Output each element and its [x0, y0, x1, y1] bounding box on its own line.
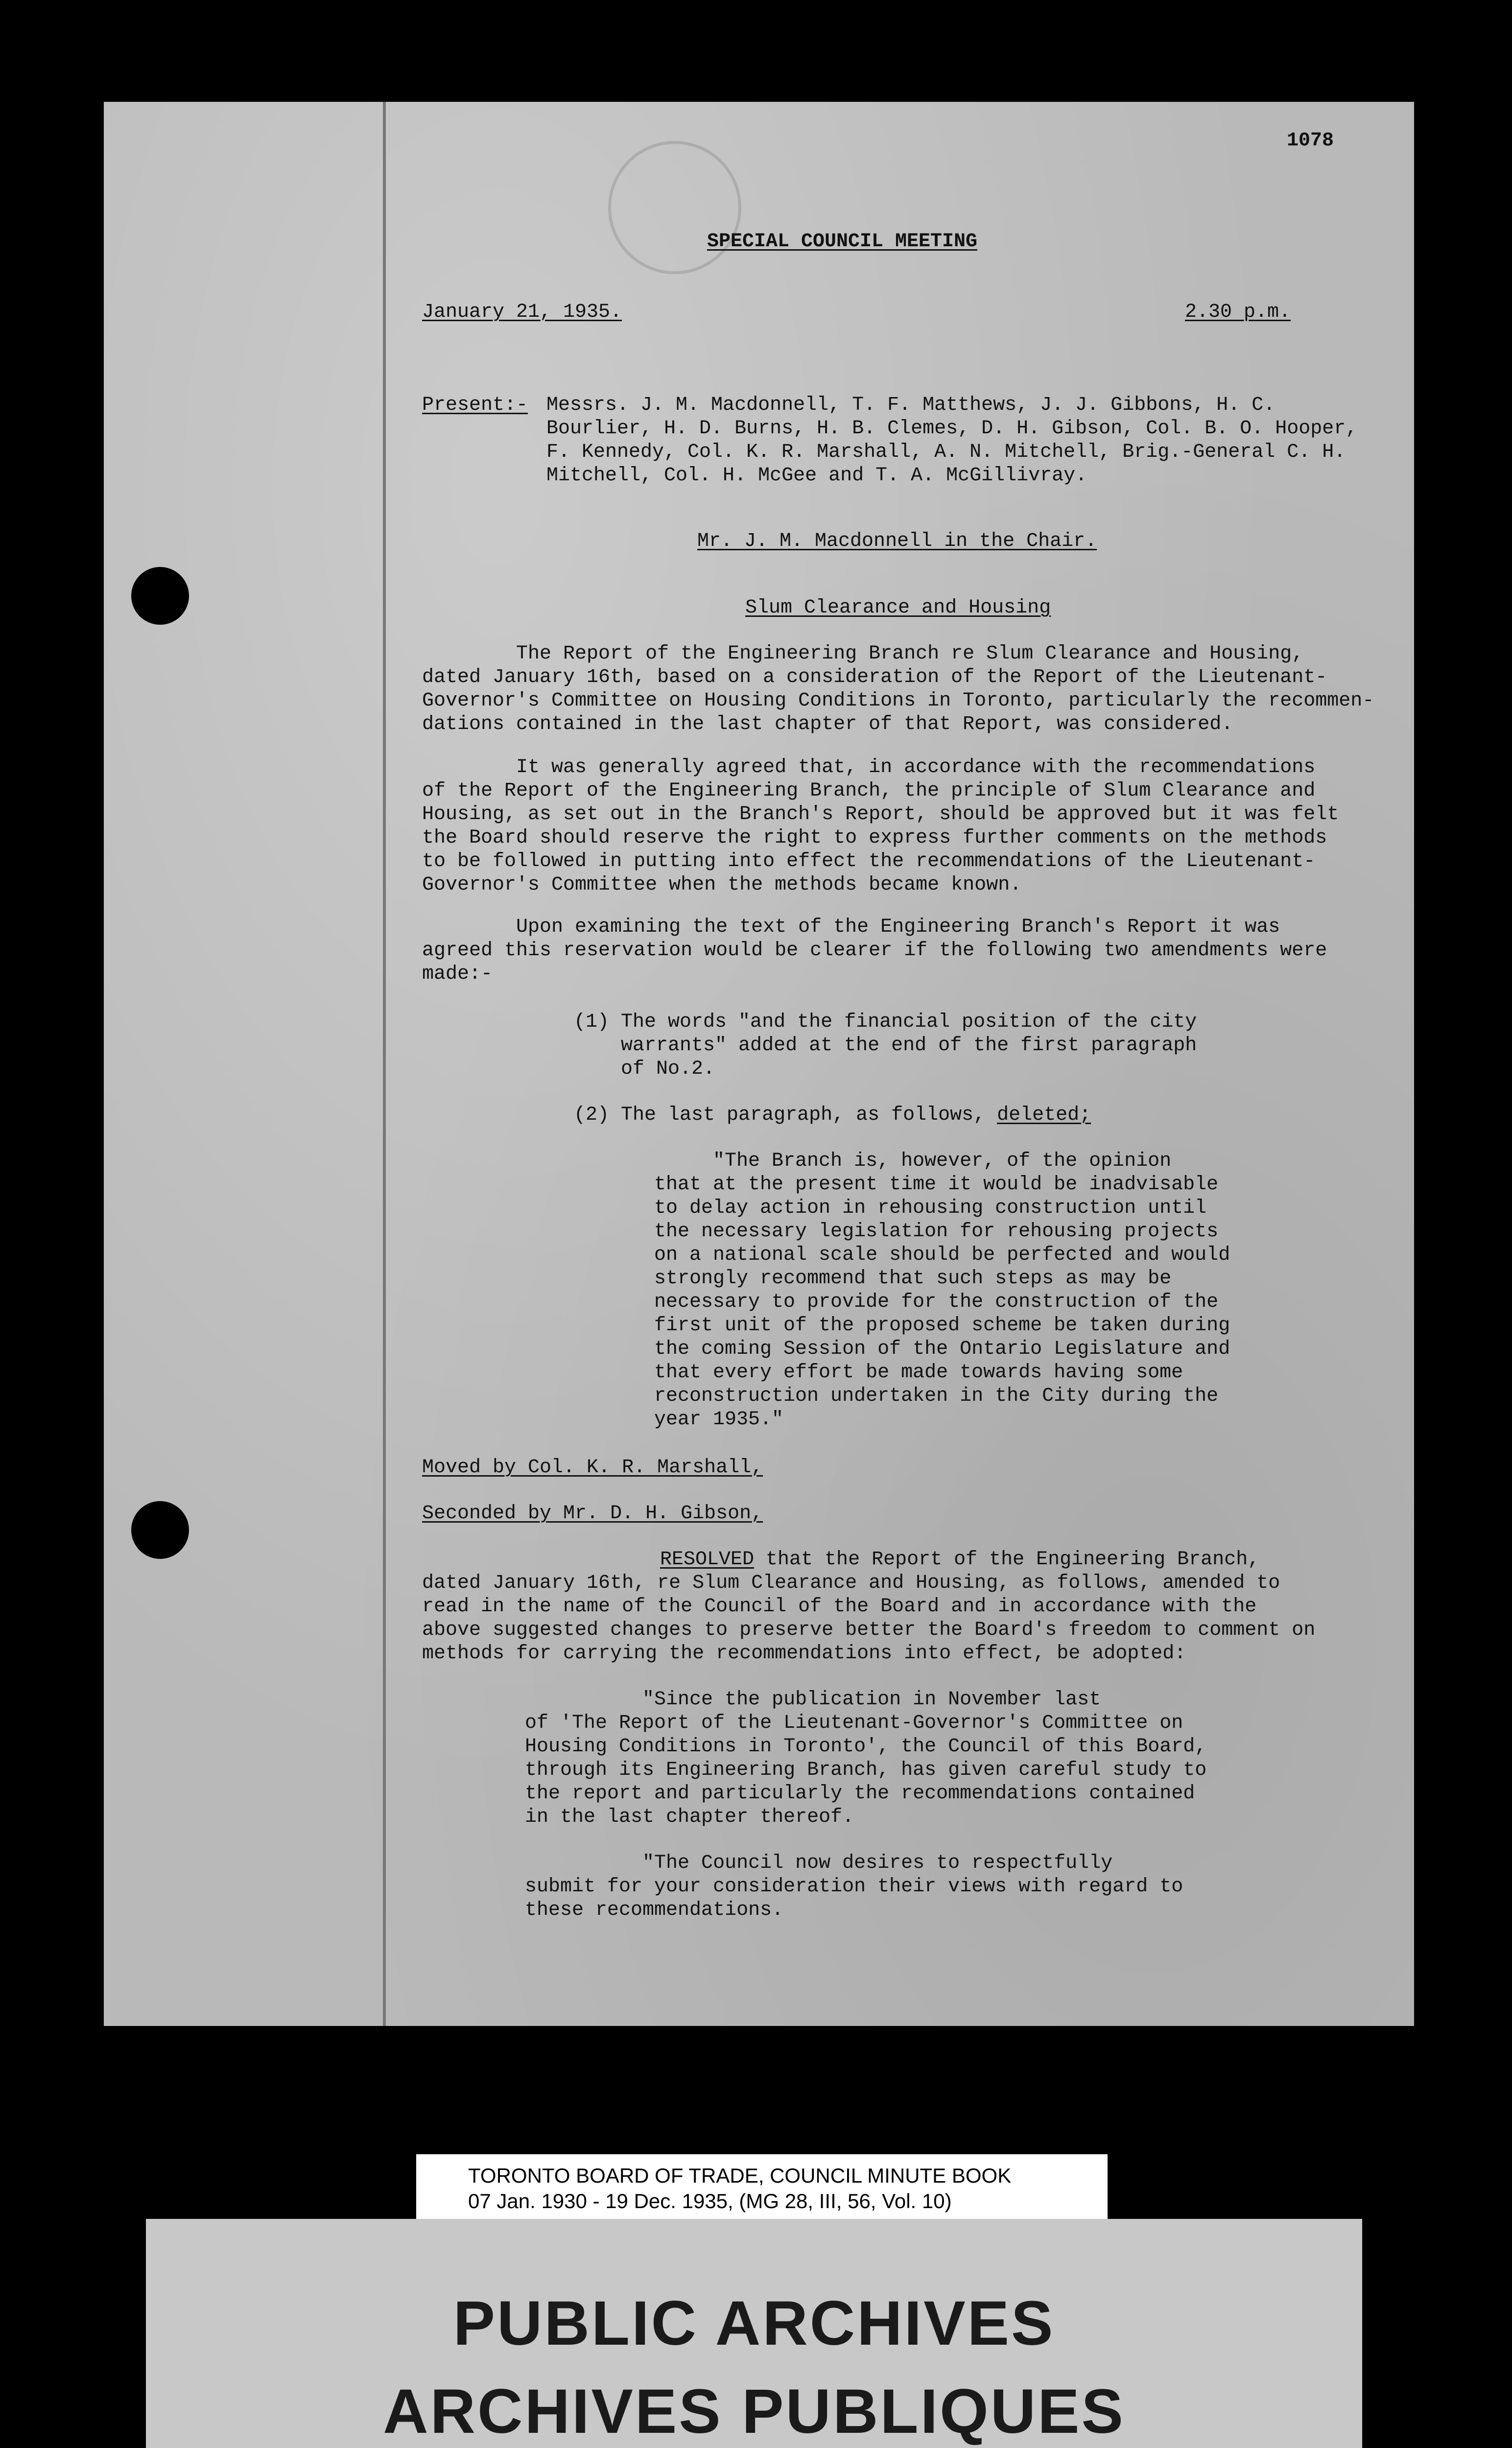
moved-by: Moved by Col. K. R. Marshall,	[422, 1457, 763, 1479]
text-line: reconstruction undertaken in the City during the	[654, 1385, 1219, 1407]
text-line: strongly recommend that such steps as may be	[654, 1268, 1172, 1290]
text-line: of 'The Report of the Lieutenant-Governor's Committee on	[525, 1712, 1183, 1734]
text-line: Governor's Committee on Housing Conditions in Toronto, particularly the recommen-	[422, 690, 1374, 712]
banner-line: PUBLIC ARCHIVES	[453, 2288, 1055, 2358]
text-line: The Report of the Engineering Branch re Slum Clearance and Housing,	[422, 643, 1304, 665]
attendees-line: Messrs. J. M. Macdonnell, T. F. Matthews, J. J. Gibbons, H. C.	[546, 394, 1276, 416]
chair-line: Mr. J. M. Macdonnell in the Chair.	[697, 530, 1097, 552]
text-line: read in the name of the Council of the Board and in accordance with the	[422, 1596, 1257, 1618]
attendees-line: Bourlier, H. D. Burns, H. B. Clemes, D. H. Gibson, Col. B. O. Hooper,	[546, 418, 1358, 440]
text-line: first unit of the proposed scheme be taken during	[654, 1315, 1230, 1337]
text-line: of No.2.	[574, 1058, 715, 1080]
faded-stamp	[608, 141, 741, 274]
text-line: to be followed in putting into effect the recommendations of the Lieutenant-	[422, 850, 1316, 872]
archive-label-line: 07 Jan. 1930 - 19 Dec. 1935, (MG 28, III, 56, Vol. 10)	[468, 2189, 952, 2213]
text-line: "Since the publication in November last	[525, 1689, 1101, 1711]
text-line: necessary to provide for the construction of the	[654, 1291, 1219, 1313]
resolved-word: RESOLVED	[660, 1549, 755, 1571]
page-number: 1078	[1287, 130, 1334, 152]
document-page	[104, 102, 1414, 2026]
text-line: year 1935."	[654, 1409, 784, 1431]
resolution-text: that the Report of the Engineering Branch,	[754, 1549, 1260, 1571]
text-line: "The Branch is, however, of the opinion	[654, 1150, 1172, 1172]
present-label: Present:-	[422, 394, 528, 416]
meeting-heading: SPECIAL COUNCIL MEETING	[707, 231, 978, 253]
text-line: the report and particularly the recommendations contained	[525, 1783, 1195, 1805]
attendees-line: F. Kennedy, Col. K. R. Marshall, A. N. Mitchell, Brig.-General C. H.	[546, 441, 1346, 463]
deleted-word: deleted;	[997, 1104, 1091, 1126]
seconded-by: Seconded by Mr. D. H. Gibson,	[422, 1503, 763, 1525]
text-line: the coming Session of the Ontario Legislature and	[654, 1338, 1230, 1360]
margin-rule	[383, 102, 386, 2026]
amendment-2	[574, 1104, 1091, 1127]
text-line: in the last chapter thereof.	[525, 1806, 854, 1828]
text-line: dated January 16th, based on a consideration of the Report of the Lieutenant-	[422, 666, 1327, 688]
text-line: Governor's Committee when the methods became known.	[422, 874, 1022, 896]
meeting-time: 2.30 p.m.	[1185, 301, 1291, 323]
text-line: dations contained in the last chapter of that Report, was considered.	[422, 713, 1233, 735]
text-line: agreed this reservation would be clearer if the following two amendments were	[422, 940, 1327, 962]
text-line: above suggested changes to preserve better the Board's freedom to comment on	[422, 1619, 1316, 1641]
text-line: on a national scale should be perfected and would	[654, 1244, 1230, 1266]
text-line: warrants" added at the end of the first paragraph	[574, 1035, 1197, 1057]
archive-label-line: TORONTO BOARD OF TRADE, COUNCIL MINUTE BOOK	[468, 2164, 1012, 2187]
text-line: that every effort be made towards having some	[654, 1362, 1183, 1384]
attendees-line: Mitchell, Col. H. McGee and T. A. McGillivray.	[546, 465, 1087, 487]
text-line: that at the present time it would be inadvisable	[654, 1174, 1219, 1196]
text-line: Housing Conditions in Toronto', the Council of this Board,	[525, 1736, 1207, 1758]
subject-heading: Slum Clearance and Housing	[745, 597, 1051, 619]
text-line: these recommendations.	[525, 1899, 784, 1921]
text-line	[660, 1548, 1259, 1572]
text-line: the Board should reserve the right to express further comments on the methods	[422, 827, 1327, 849]
archives-banner	[146, 2219, 1362, 2448]
text-line: submit for your consideration their views with regard to	[525, 1876, 1183, 1898]
punch-hole	[131, 567, 189, 625]
text-line: through its Engineering Branch, has given careful study to	[525, 1759, 1207, 1781]
text-line: It was generally agreed that, in accordance with the recommendations	[422, 756, 1316, 778]
meeting-date: January 21, 1935.	[422, 301, 622, 323]
banner-line: ARCHIVES PUBLIQUES	[383, 2377, 1125, 2447]
text-line: to delay action in rehousing construction until	[654, 1197, 1207, 1219]
amendment-2-text: (2) The last paragraph, as follows,	[574, 1104, 986, 1126]
text-line: made:-	[422, 963, 493, 985]
text-line: methods for carrying the recommendations into effect, be adopted:	[422, 1643, 1186, 1665]
text-line: dated January 16th, re Slum Clearance and Housing, as follows, amended to	[422, 1572, 1280, 1594]
text-line: of the Report of the Engineering Branch, the principle of Slum Clearance and	[422, 780, 1316, 802]
text-line: Upon examining the text of the Engineering Branch's Report it was	[422, 916, 1280, 938]
text-line: Housing, as set out in the Branch's Report, should be approved but it was felt	[422, 803, 1339, 825]
text-line: the necessary legislation for rehousing projects	[654, 1221, 1219, 1243]
archive-reference-label	[416, 2154, 1108, 2223]
punch-hole	[131, 1501, 189, 1559]
text-line: "The Council now desires to respectfully	[525, 1852, 1113, 1874]
text-line: (1) The words "and the financial position of the city	[574, 1011, 1197, 1033]
